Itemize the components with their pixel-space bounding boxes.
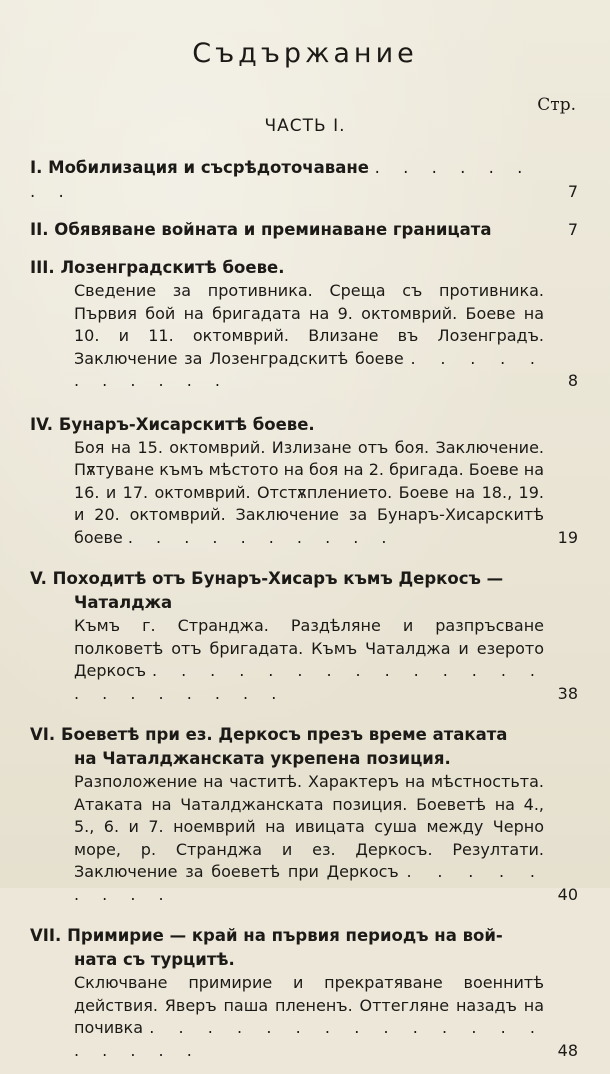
entry-description — [74, 771, 578, 906]
entry-title: Бунаръ-Хисарскитѣ боеве. — [58, 414, 315, 434]
leader-dots: . . . . . . . . . . . . . . . . . . . — [74, 1018, 544, 1060]
toc-entry-2 — [30, 218, 578, 242]
part-heading: ЧАСТЬ I. — [264, 116, 346, 136]
entry-page: 19 — [557, 527, 578, 547]
toc-entry-4 — [30, 413, 578, 550]
entry-page: 7 — [567, 220, 578, 239]
entry-number: II. — [30, 220, 49, 239]
entry-page: 38 — [557, 683, 578, 703]
entry-heading-continued: Чаталджа — [74, 593, 173, 612]
entry-description — [74, 437, 578, 550]
leader-dots: . . . . . . . . . . . . . . . . . . . . . . — [74, 661, 544, 703]
entry-heading — [30, 256, 578, 280]
entry-number: IV. — [30, 414, 54, 434]
leader-dots: . . . . . . . . . . . — [74, 348, 544, 390]
entry-number: VII. — [30, 926, 62, 945]
entry-number: I. — [30, 158, 43, 177]
toc-entry-5 — [30, 567, 578, 705]
entry-title: Обявяване войната и преминаване границата — [54, 220, 492, 239]
entry-heading — [30, 218, 578, 242]
entry-heading — [30, 413, 578, 437]
toc-entry-6 — [30, 723, 578, 906]
toc-list — [30, 156, 578, 1074]
entry-heading — [30, 567, 578, 591]
leader-dots: . . . . . . . . . . — [127, 527, 396, 547]
entry-title: Боеветѣ при ез. Деркосъ презъ време атаката — [60, 725, 508, 744]
entry-number: VI. — [30, 725, 56, 744]
entry-heading-continued: на Чаталджанската укрепена позиция. — [74, 749, 451, 768]
entry-description — [74, 615, 578, 705]
entry-page: 7 — [567, 182, 578, 201]
toc-entry-7 — [30, 924, 578, 1062]
entry-description-text: Разположение на частитѣ. Характеръ на мѣстностьта. Атаката на Чаталджанската позиция. Боеветѣ на 4., 5., 6. и 7. ноемврий на ивицата суша между Черно море, р. Странджа и ез. Деркосъ. Резултати. Заключение за боеветѣ при Деркосъ — [74, 772, 544, 881]
page-column-label: Стр. — [537, 95, 576, 115]
entry-description-text: Сключване примирие и прекратяване военнитѣ действия. Яверъ паша плененъ. Оттегляне назадъ на почивка — [74, 973, 544, 1037]
toc-entry-3 — [30, 256, 578, 393]
entry-description — [74, 280, 578, 393]
entry-description-text: Къмъ г. Странджа. Раздѣляне и разпръсване полковетѣ отъ бригадата. Къмъ Чаталджа и езерото Деркосъ — [74, 616, 544, 680]
entry-description-text: Боя на 15. октомврий. Излизане отъ боя. Заключение. Пѫтуване къмъ мѣстото на боя на 2. бригада. Боеве на 16. и 17. октомврий. Отстѫплението. Боеве на 18., 19. и 20. октомврий. Заключение за Бунаръ-Хисарскитѣ боеве — [74, 437, 544, 547]
leader-dots: . . . . . . . . . — [74, 862, 544, 904]
entry-description-text: Сведение за противника. Среща съ противника. Първия бой на бригадата на 9. октомврий. Боеве на 10. и 11. октомврий. Влизане въ Лозенградъ. Заключение за Лозенградскитѣ боеве — [74, 281, 544, 368]
entry-number: V. — [30, 569, 47, 588]
entry-page: 48 — [557, 1040, 578, 1060]
entry-title: Лозенградскитѣ боеве. — [60, 258, 285, 277]
toc-entry-1 — [30, 156, 578, 204]
leader-dots: . . . . . . . . — [30, 158, 532, 201]
entry-heading — [30, 723, 578, 747]
entry-title: Мобилизация и съсрѣдоточаване — [48, 158, 369, 177]
entry-page: 8 — [567, 371, 578, 390]
entry-page: 40 — [557, 884, 578, 904]
entry-heading — [30, 156, 578, 204]
entry-title: Примирие — край на първия периодъ на вой- — [67, 926, 503, 945]
entry-number: III. — [30, 258, 55, 277]
entry-title: Походитѣ отъ Бунаръ-Хисаръ къмъ Деркосъ — — [52, 569, 504, 588]
entry-heading — [30, 924, 578, 948]
entry-heading-continued: ната съ турцитѣ. — [74, 950, 235, 969]
page-title: Съдържание — [192, 38, 418, 69]
entry-description — [74, 972, 578, 1062]
